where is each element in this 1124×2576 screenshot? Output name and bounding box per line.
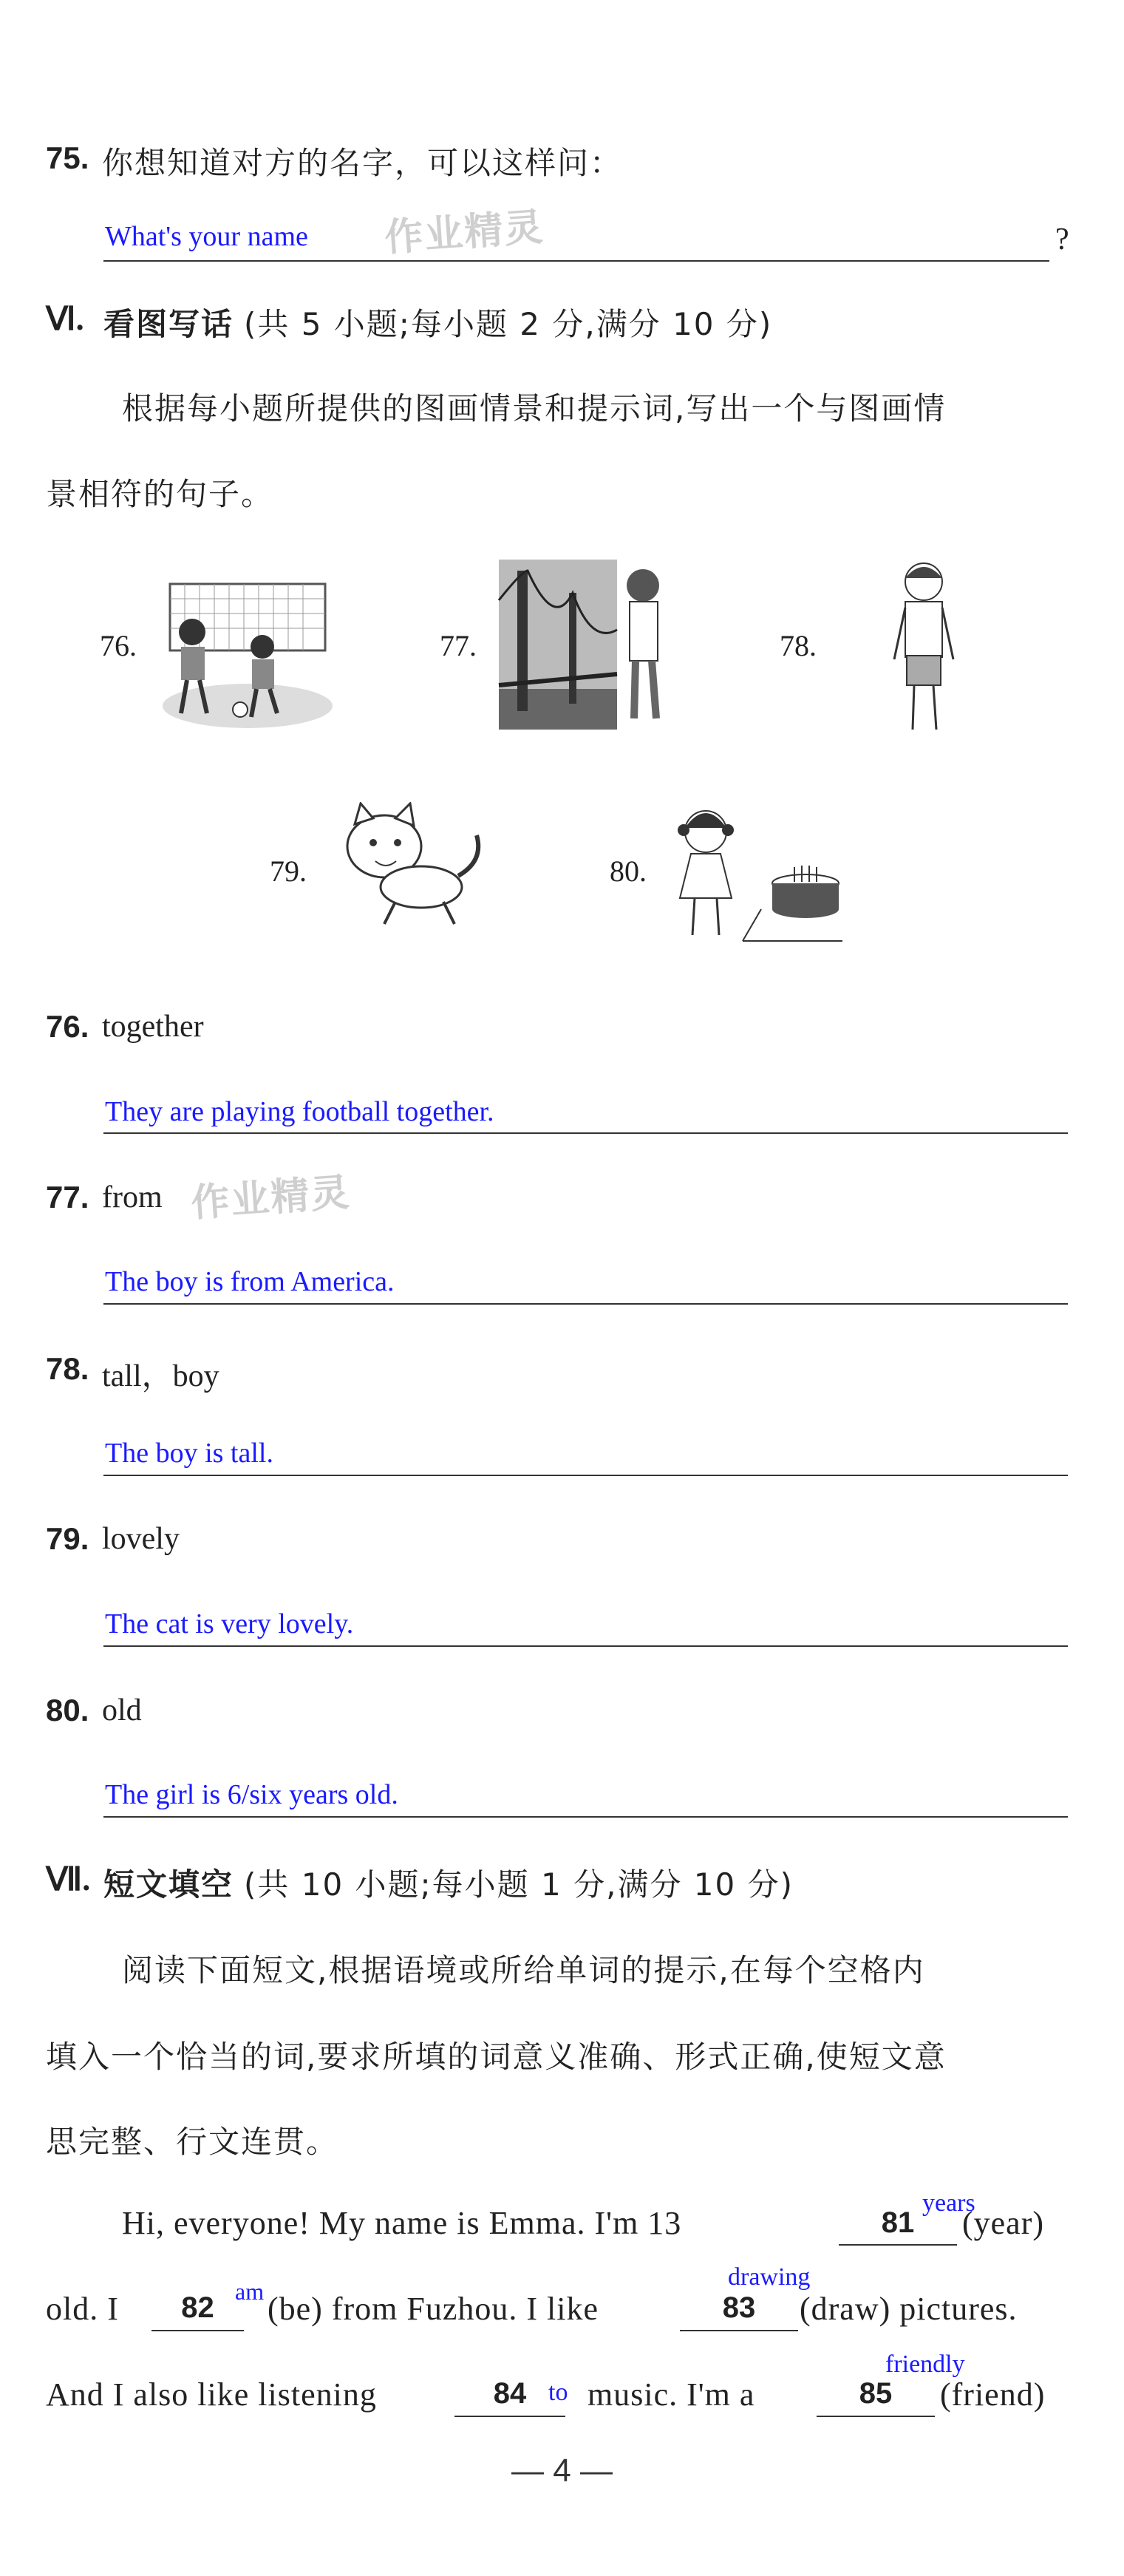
keyword: lovely	[102, 1522, 180, 1556]
blank-line	[454, 2416, 565, 2417]
answer-line	[103, 1645, 1068, 1647]
picture-label: 77.	[440, 629, 477, 662]
instruction: 填入一个恰当的词,要求所填的词意义准确、形式正确,使短文意	[46, 2039, 947, 2075]
bridge-picture	[495, 556, 672, 733]
answer-text: What's your name	[105, 221, 308, 252]
picture-label: 80.	[610, 854, 647, 888]
picture-label: 78.	[780, 629, 817, 662]
section-title: 看图写话	[103, 306, 234, 342]
passage-hint: (year)	[962, 2205, 1045, 2241]
blank-line	[680, 2330, 798, 2331]
birthday-girl-picture	[661, 802, 854, 946]
question-number: 76.	[46, 1009, 89, 1044]
blank-line	[839, 2244, 957, 2246]
question-text: 你想知道对方的名字，可以这样问：	[102, 145, 623, 181]
answer-84: to	[548, 2379, 568, 2406]
answer-text: The boy is tall.	[105, 1438, 273, 1469]
passage-text: old. I	[46, 2291, 119, 2327]
blank-81[interactable]: 81	[881, 2206, 915, 2239]
keyword: together	[102, 1010, 204, 1044]
answer-line	[103, 1475, 1068, 1476]
blank-83[interactable]: 83	[722, 2291, 756, 2324]
passage-text: And I also like listening	[46, 2376, 377, 2413]
section-number: Ⅵ.	[46, 301, 84, 337]
passage-hint: (draw) pictures.	[800, 2291, 1018, 2327]
keyword: tall，boy	[102, 1359, 219, 1393]
passage-hint: (be) from Fuzhou. I like	[268, 2291, 599, 2327]
answer-85: friendly	[885, 2351, 965, 2378]
section-meta: (共 5 小题;每小题 2 分,满分 10 分)	[244, 306, 773, 342]
passage-hint: (friend)	[940, 2376, 1046, 2413]
blank-84[interactable]: 84	[493, 2377, 527, 2410]
answer-text: They are playing football together.	[105, 1096, 494, 1127]
instruction: 阅读下面短文,根据语境或所给单词的提示,在每个空格内	[122, 1952, 925, 1988]
answer-82: am	[235, 2278, 265, 2305]
passage-text: Hi, everyone! My name is Emma. I'm 13	[122, 2205, 682, 2241]
blank-line	[151, 2330, 244, 2331]
answer-text: The girl is 6/six years old.	[105, 1779, 398, 1810]
keyword: old	[102, 1693, 142, 1727]
question-number: 75.	[46, 140, 89, 175]
passage-text: music. I'm a	[587, 2376, 755, 2413]
picture-label: 79.	[270, 854, 307, 888]
question-mark: ?	[1055, 222, 1069, 256]
watermark: 作业精灵	[189, 1170, 352, 1226]
answer-line	[103, 1816, 1068, 1818]
answer-text: The boy is from America.	[105, 1266, 395, 1297]
answer-83: drawing	[728, 2263, 811, 2291]
cat-picture	[333, 802, 488, 931]
page-number: — 4 —	[511, 2453, 613, 2489]
blank-line	[817, 2416, 935, 2417]
watermark: 作业精灵	[383, 205, 546, 261]
section-title: 短文填空	[103, 1866, 234, 1903]
answer-line	[103, 1303, 1068, 1305]
section-number: Ⅶ.	[46, 1861, 91, 1897]
blank-85[interactable]: 85	[859, 2377, 893, 2410]
instruction: 思完整、行文连贯。	[46, 2124, 339, 2160]
answer-81: years	[922, 2189, 975, 2217]
answer-line	[103, 260, 1049, 262]
tall-boy-picture	[883, 556, 964, 741]
keyword: from	[102, 1180, 163, 1214]
question-number: 77.	[46, 1180, 89, 1214]
instruction: 根据每小题所提供的图画情景和提示词,写出一个与图画情	[122, 390, 947, 426]
answer-text: The cat is very lovely.	[105, 1608, 354, 1639]
question-number: 80.	[46, 1693, 89, 1727]
question-number: 78.	[46, 1351, 89, 1386]
answer-line	[103, 1132, 1068, 1134]
blank-82[interactable]: 82	[181, 2291, 214, 2324]
picture-label: 76.	[100, 629, 137, 662]
section-meta: (共 10 小题;每小题 1 分,满分 10 分)	[244, 1866, 794, 1903]
question-number: 79.	[46, 1521, 89, 1556]
instruction: 景相符的句子。	[46, 476, 274, 512]
football-picture	[159, 577, 336, 732]
